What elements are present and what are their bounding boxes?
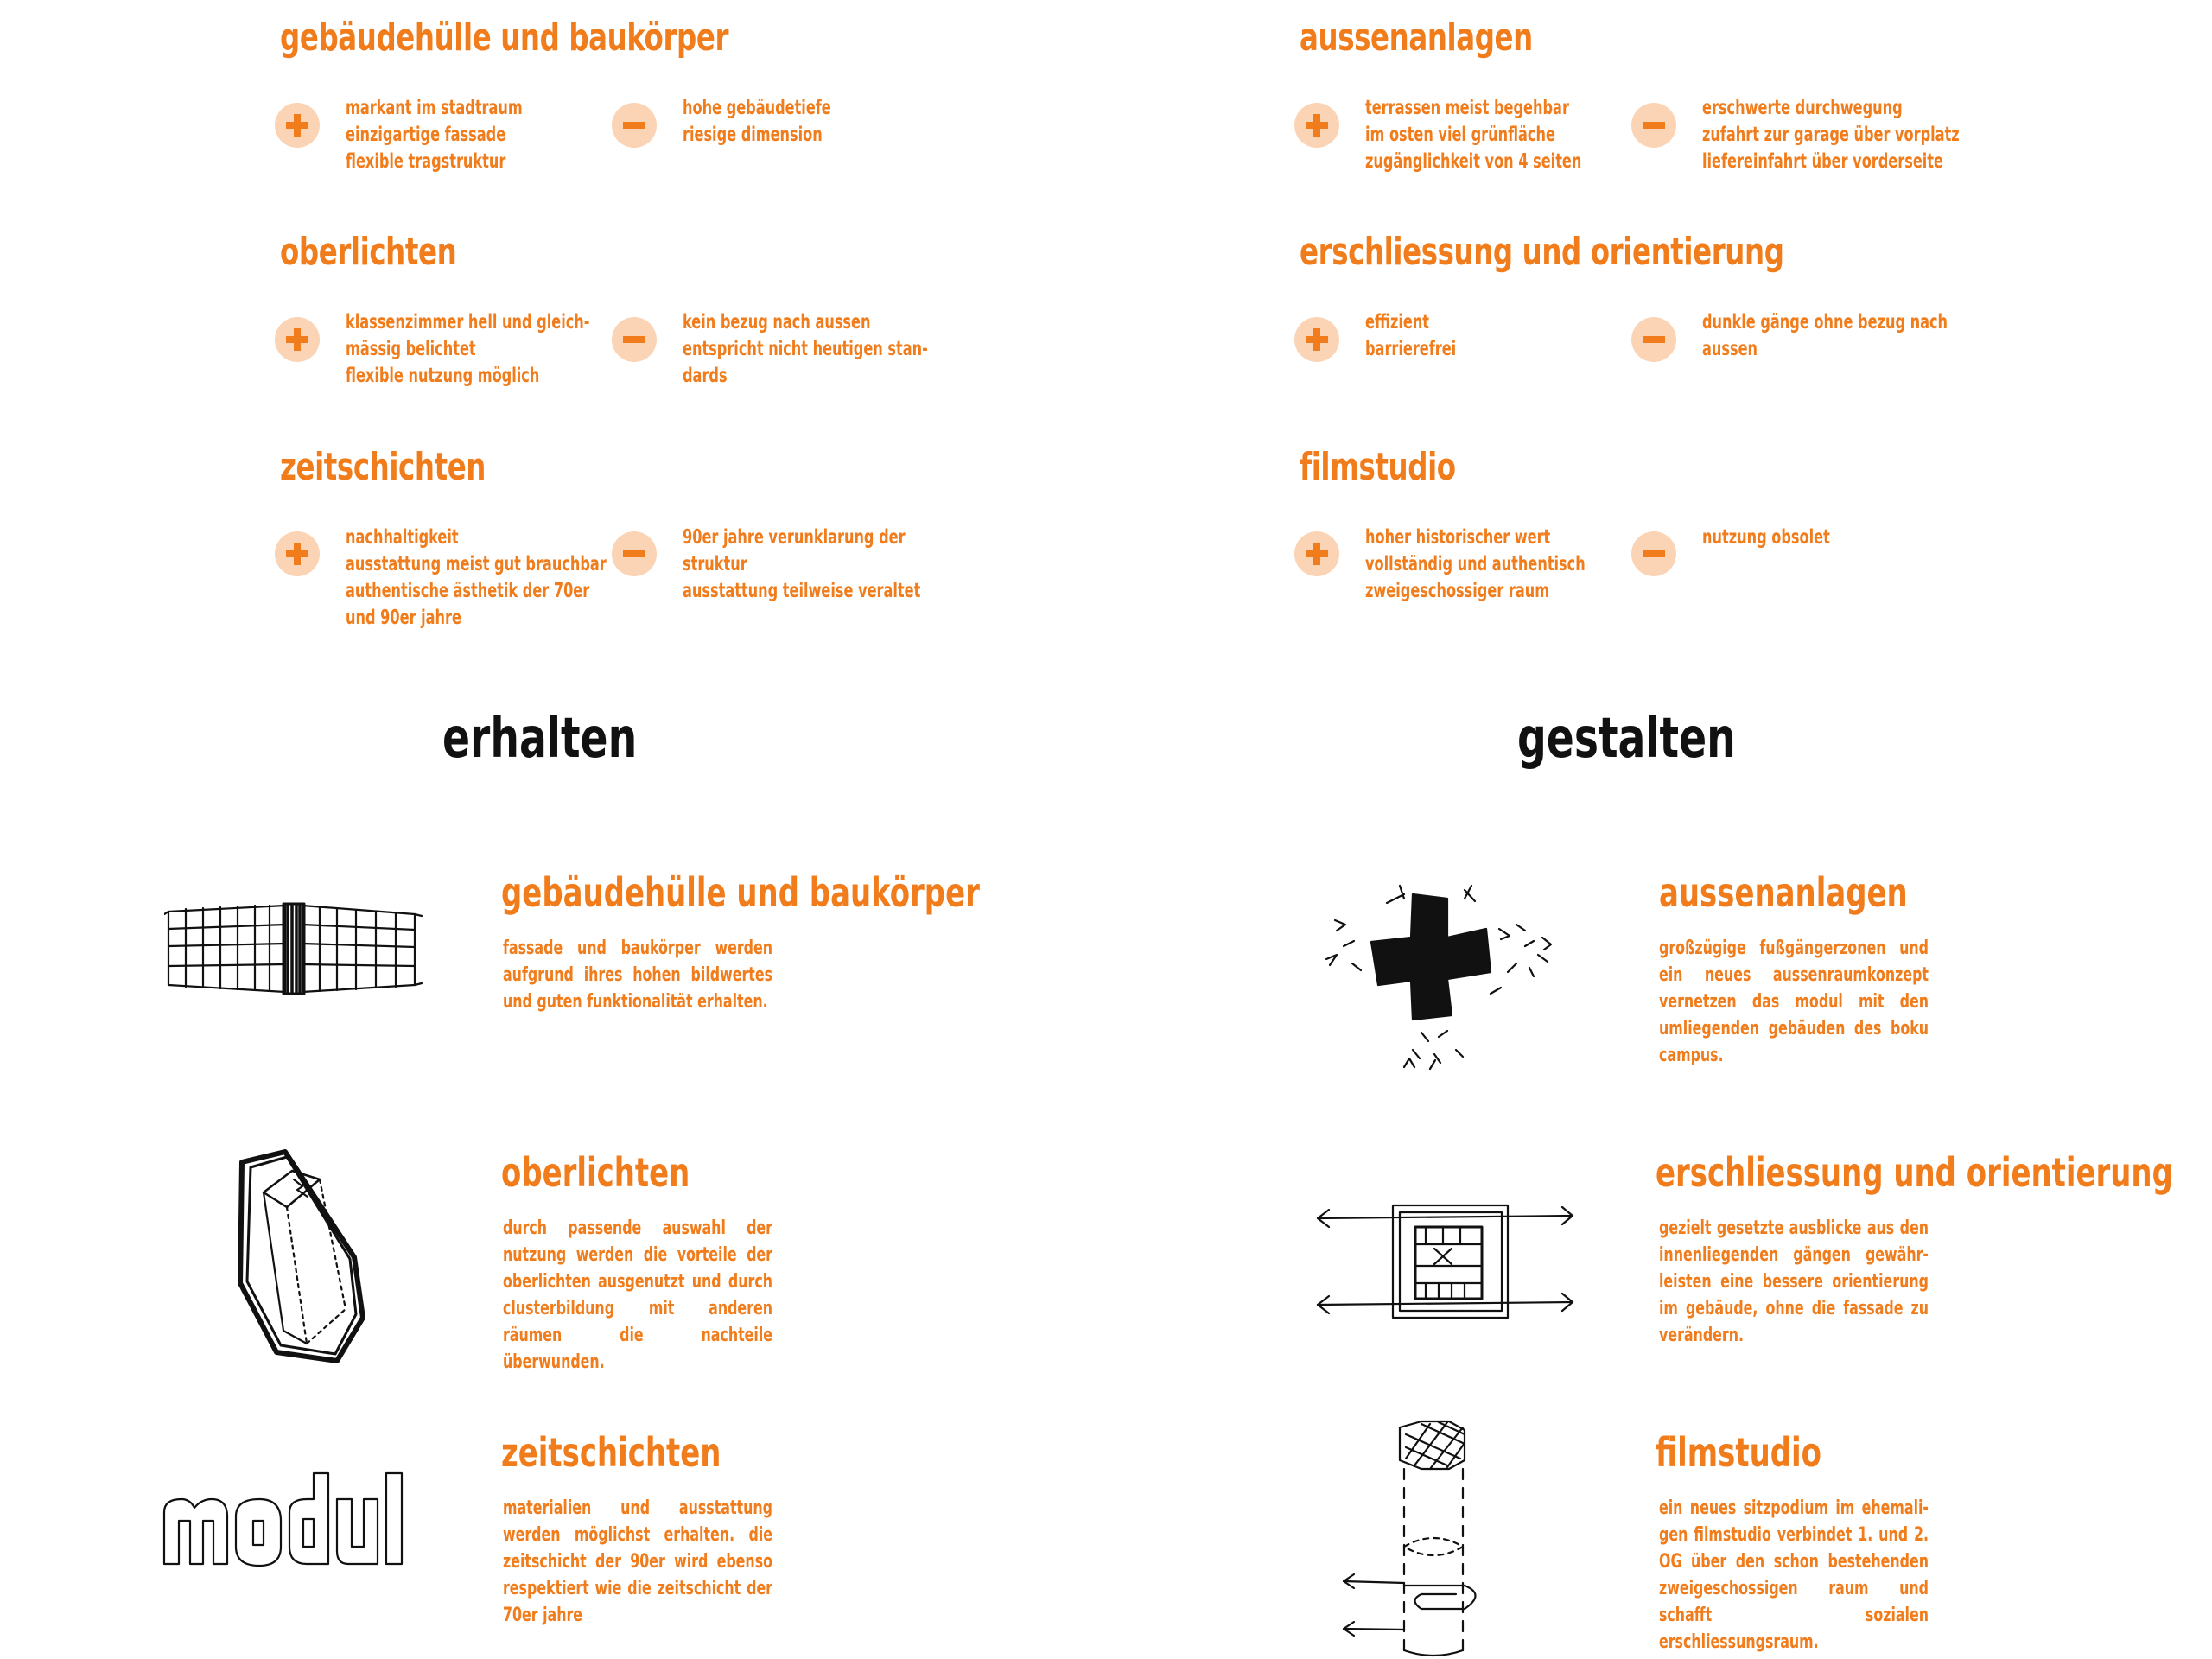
section-text: großzügige fußgängerzonen und ein neues aussenraumkonzept vernetzen das modul mit den umliegenden gebäuden des boku campus. (1659, 938, 1929, 1066)
pro-list: markant im stadtraum einzigartige fassade flexible tragstruktur (346, 97, 523, 173)
con-list: dunkle gänge ohne bezug nach aussen (1702, 311, 1948, 360)
heading-gestalten: gestalten (1517, 707, 1736, 771)
plus-icon (1294, 103, 1339, 148)
minus-icon (1631, 531, 1676, 576)
modul-sketch-icon (160, 1469, 428, 1573)
con-list: nutzung obsolet (1702, 526, 1830, 549)
section-title: zeitschichten (501, 1429, 721, 1476)
section-title: oberlichten (501, 1149, 690, 1196)
pro-list: hoher historischer wert vollständig und authentisch zweigeschossiger raum (1365, 526, 1586, 602)
section-text: fassade und baukörper werden aufgrund ihres hohen bildwertes und guten funktionalität erhalten. (503, 938, 772, 1013)
con-list: kein bezug nach aussen entspricht nicht heutigen stan- dards (683, 311, 928, 387)
pro-list: terrassen meist begehbar im osten viel grünfläche zugänglichkeit von 4 seiten (1365, 97, 1582, 173)
pc-title: zeitschichten (280, 445, 486, 489)
pro-list: effizient barrierefrei (1365, 311, 1457, 360)
section-text: gezielt gesetzte ausblicke aus den innenliegenden gängen gewährleisten eine bessere orientierung im gebäude, ohne die fassade zu verändern. (1659, 1217, 1929, 1346)
heading-erhalten: erhalten (442, 707, 638, 771)
minus-icon (612, 103, 657, 148)
plus-icon (275, 103, 320, 148)
con-list: erschwerte durchwegung zufahrt zur garage über vorplatz liefereinfahrt über vorderseite (1702, 97, 1960, 173)
minus-icon (612, 317, 657, 362)
facade-sketch-icon (164, 890, 423, 1011)
section-title: filmstudio (1656, 1429, 1821, 1476)
plus-icon (275, 317, 320, 362)
pc-title: erschliessung und orientierung (1300, 230, 1784, 274)
pc-title: oberlichten (280, 230, 457, 274)
pro-list: klassenzimmer hell und gleich- mässig belichtet flexible nutzung möglich (346, 311, 590, 387)
filmstudio-sketch-icon (1335, 1417, 1525, 1659)
pro-list: nachhaltigkeit ausstattung meist gut brauchbar authentische ästhetik der 70er und 90er jahre (346, 526, 607, 629)
plus-icon (275, 531, 320, 576)
section-text: ein neues sitzpodium im ehemaligen filmstudio verbindet 1. und 2. OG über den schon bestehenden zweigeschossigen raum und schafft sozialen erschliessungsraum. (1659, 1497, 1929, 1653)
minus-icon (1631, 317, 1676, 362)
section-title: erschliessung und orientierung (1656, 1149, 2173, 1196)
section-title: aussenanlagen (1659, 869, 1908, 916)
orientation-sketch-icon (1313, 1197, 1581, 1326)
minus-icon (1631, 103, 1676, 148)
pc-title: filmstudio (1300, 445, 1456, 489)
skylight-sketch-icon (225, 1145, 372, 1370)
con-list: 90er jahre verunklarung der struktur ausstattung teilweise veraltet (683, 526, 921, 602)
section-title: gebäudehülle und baukörper (501, 869, 980, 916)
plus-icon (1294, 531, 1339, 576)
plus-icon (1294, 317, 1339, 362)
minus-icon (612, 531, 657, 576)
section-text: materialien und ausstattung werden möglichst erhalten. die zeitschicht der 90er wird ebenso respektiert wie die zeitschicht der 70er jahre (503, 1497, 772, 1626)
section-text: durch passende auswahl der nutzung werden die vorteile der oberlichten ausgenutzt und durch clusterbildung mit anderen räumen die nachteile überwunden. (503, 1217, 772, 1373)
pc-title: gebäudehülle und baukörper (280, 16, 729, 60)
outdoor-cross-sketch-icon (1318, 877, 1577, 1076)
con-list: hohe gebäudetiefe riesige dimension (683, 97, 831, 146)
pc-title: aussenanlagen (1300, 16, 1533, 60)
